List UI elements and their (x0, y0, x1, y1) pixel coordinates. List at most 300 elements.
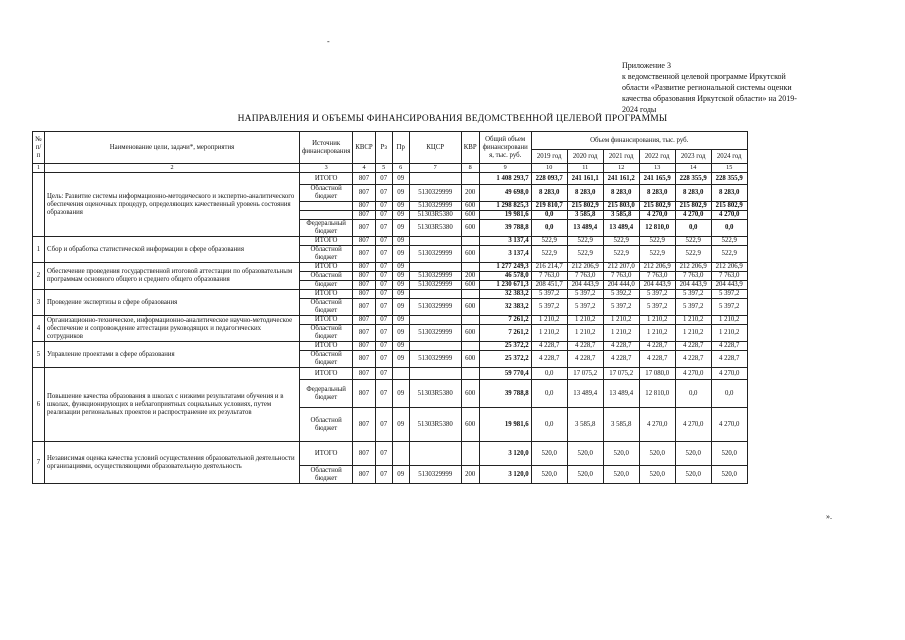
year-value: 4 270,0 (711, 408, 747, 442)
funding-source: ИТОГО (300, 342, 353, 351)
year-value: 8 283,0 (711, 185, 747, 202)
funding-source: Областной бюджет (300, 246, 353, 263)
kvsr-cell: 807 (353, 380, 375, 408)
kcsr-cell: 5130329999 (409, 272, 461, 281)
year-value: 5 397,2 (675, 299, 711, 316)
year-value: 520,0 (639, 442, 675, 466)
appendix-note (622, 60, 842, 115)
year-value: 3 585,8 (567, 211, 603, 220)
header-year: 2022 год (639, 150, 675, 164)
rz-cell: 07 (375, 185, 392, 202)
kvr-cell: 600 (461, 351, 479, 368)
activity-name: Управление проектами в сфере образования (45, 342, 300, 368)
kvr-cell (461, 290, 479, 299)
year-value: 215 802,9 (675, 202, 711, 211)
year-value: 204 444,0 (603, 281, 639, 290)
table-row (33, 290, 748, 299)
total-cell: 39 788,8 (479, 220, 531, 237)
header-pr: Пр (392, 132, 409, 164)
kvr-cell: 200 (461, 466, 479, 484)
year-value: 13 489,4 (603, 220, 639, 237)
total-cell: 3 137,4 (479, 237, 531, 246)
year-value: 0,0 (531, 408, 567, 442)
kvr-cell: 600 (461, 380, 479, 408)
funding-source: ИТОГО (300, 173, 353, 185)
stray-mark: - (327, 37, 330, 46)
financing-table (32, 131, 748, 484)
total-cell: 39 788,8 (479, 380, 531, 408)
year-value: 1 210,2 (603, 325, 639, 342)
appendix-line: 2024 годы (622, 105, 657, 114)
year-value: 215 802,9 (639, 202, 675, 211)
kvsr-cell: 807 (353, 202, 375, 211)
header-source: Источник финансирования (300, 132, 353, 164)
table-row (33, 442, 748, 466)
kvsr-cell: 807 (353, 368, 375, 380)
kvr-cell (461, 316, 479, 325)
year-value: 5 397,2 (711, 290, 747, 299)
kvsr-cell: 807 (353, 316, 375, 325)
funding-source: ИТОГО (300, 290, 353, 299)
year-value: 4 270,0 (675, 408, 711, 442)
year-value: 0,0 (711, 380, 747, 408)
funding-source: Областной (300, 272, 353, 281)
row-number: 1 (33, 237, 45, 263)
year-value: 520,0 (711, 442, 747, 466)
column-number: 7 (409, 164, 461, 173)
header-kvsr: КВСР (353, 132, 375, 164)
rz-cell: 07 (375, 342, 392, 351)
kvsr-cell: 807 (353, 408, 375, 442)
funding-source: Федеральный бюджет (300, 220, 353, 237)
total-cell: 32 383,2 (479, 299, 531, 316)
kvsr-cell: 807 (353, 237, 375, 246)
activity-name: Проведение экспертизы в сфере образования (45, 290, 300, 316)
year-value: 520,0 (531, 442, 567, 466)
kvsr-cell: 807 (353, 263, 375, 272)
year-value: 520,0 (711, 466, 747, 484)
year-value: 4 228,7 (639, 351, 675, 368)
pr-cell: 09 (392, 202, 409, 211)
year-value: 522,9 (639, 237, 675, 246)
year-value: 1 210,2 (711, 316, 747, 325)
year-value: 5 397,2 (711, 299, 747, 316)
rz-cell: 07 (375, 290, 392, 299)
column-number: 15 (711, 164, 747, 173)
year-value: 4 270,0 (639, 211, 675, 220)
funding-source: ИТОГО (300, 442, 353, 466)
rz-cell: 07 (375, 299, 392, 316)
year-value: 3 585,8 (567, 408, 603, 442)
activity-name: Организационно-техническое, информационно-аналитическое научно-методическое обеспечение и сопровождение аттестации руководящих и педагогических сотрудников (45, 316, 300, 342)
year-value: 522,9 (711, 246, 747, 263)
funding-source: Областной бюджет (300, 325, 353, 342)
year-value: 7 763,0 (711, 272, 747, 281)
appendix-line: к ведомственной целевой программе Иркутской (622, 72, 786, 81)
year-value: 8 283,0 (603, 185, 639, 202)
kcsr-cell (409, 290, 461, 299)
year-value: 522,9 (531, 237, 567, 246)
year-value: 228 355,9 (675, 173, 711, 185)
year-value: 228 093,7 (531, 173, 567, 185)
year-value: 3 585,8 (603, 211, 639, 220)
header-year: 2020 год (567, 150, 603, 164)
column-number: 14 (675, 164, 711, 173)
pr-cell: 09 (392, 466, 409, 484)
year-value: 1 210,2 (531, 325, 567, 342)
pr-cell: 09 (392, 281, 409, 290)
column-number: 4 (353, 164, 375, 173)
year-value: 520,0 (675, 442, 711, 466)
appendix-line: качества образования Иркутской области» на 2019- (622, 94, 797, 103)
year-value: 5 397,2 (675, 290, 711, 299)
rz-cell: 07 (375, 246, 392, 263)
year-value: 4 228,7 (711, 342, 747, 351)
kvsr-cell: 807 (353, 442, 375, 466)
pr-cell: 09 (392, 351, 409, 368)
pr-cell: 09 (392, 342, 409, 351)
kcsr-cell (409, 342, 461, 351)
total-cell: 7 261,2 (479, 316, 531, 325)
year-value: 212 207,0 (603, 263, 639, 272)
year-value: 17 075,2 (567, 368, 603, 380)
year-value: 4 228,7 (603, 351, 639, 368)
kcsr-cell: 51303R5380 (409, 408, 461, 442)
kvr-cell (461, 368, 479, 380)
kvr-cell: 600 (461, 220, 479, 237)
funding-source: бюджет (300, 281, 353, 290)
column-number: 8 (461, 164, 479, 173)
kvr-cell: 600 (461, 408, 479, 442)
total-cell: 19 981,6 (479, 408, 531, 442)
total-cell: 1 408 293,7 (479, 173, 531, 185)
kvr-cell: 600 (461, 325, 479, 342)
row-number: 2 (33, 263, 45, 290)
table-row (33, 263, 748, 272)
year-value: 5 397,2 (531, 299, 567, 316)
year-value: 1 210,2 (531, 316, 567, 325)
kcsr-cell (409, 237, 461, 246)
funding-source: Областной бюджет (300, 408, 353, 442)
rz-cell: 07 (375, 237, 392, 246)
rz-cell: 07 (375, 211, 392, 220)
year-value: 0,0 (531, 368, 567, 380)
kvsr-cell: 807 (353, 246, 375, 263)
rz-cell: 07 (375, 408, 392, 442)
pr-cell: 09 (392, 185, 409, 202)
kvr-cell (461, 237, 479, 246)
table-row (33, 342, 748, 351)
year-value: 219 810,7 (531, 202, 567, 211)
year-value: 520,0 (603, 442, 639, 466)
kcsr-cell (409, 316, 461, 325)
kcsr-cell: 5130329999 (409, 202, 461, 211)
rz-cell: 07 (375, 272, 392, 281)
year-value: 204 443,9 (711, 281, 747, 290)
total-cell: 3 120,0 (479, 442, 531, 466)
kvsr-cell: 807 (353, 466, 375, 484)
kvsr-cell: 807 (353, 211, 375, 220)
row-number (33, 173, 45, 237)
funding-source: Федеральный бюджет (300, 380, 353, 408)
year-value: 0,0 (531, 380, 567, 408)
header-num: № п/п (33, 132, 45, 164)
year-value: 8 283,0 (567, 185, 603, 202)
year-value: 8 283,0 (531, 185, 567, 202)
column-number: 3 (300, 164, 353, 173)
funding-source: Областной бюджет (300, 185, 353, 202)
year-value: 215 803,0 (603, 202, 639, 211)
kcsr-cell: 51303R5380 (409, 211, 461, 220)
header-year: 2024 год (711, 150, 747, 164)
year-value: 4 228,7 (711, 351, 747, 368)
year-value: 522,9 (675, 237, 711, 246)
year-value: 0,0 (531, 220, 567, 237)
kcsr-cell: 5130329999 (409, 325, 461, 342)
total-cell: 25 372,2 (479, 342, 531, 351)
kcsr-cell: 51303R5380 (409, 220, 461, 237)
activity-name: Сбор и обработка статистической информации в сфере образования (45, 237, 300, 263)
year-value: 522,9 (711, 237, 747, 246)
year-value: 7 763,0 (531, 272, 567, 281)
header-name: Наименование цели, задачи*, мероприятия (45, 132, 300, 164)
rz-cell: 07 (375, 202, 392, 211)
year-value: 215 802,9 (567, 202, 603, 211)
column-number: 6 (392, 164, 409, 173)
activity-name: Повышение качества образования в школах с низкими результатами обучения и в школах, функционирующих в неблагоприятных социальных условиях, путем реализации региональных проектов и распространение их результатов (45, 368, 300, 442)
kvsr-cell: 807 (353, 185, 375, 202)
year-value: 520,0 (639, 466, 675, 484)
funding-source: Областной бюджет (300, 466, 353, 484)
rz-cell: 07 (375, 466, 392, 484)
column-number: 1 (33, 164, 45, 173)
year-value: 522,9 (639, 246, 675, 263)
year-value: 17 075,2 (603, 368, 639, 380)
year-value: 522,9 (675, 246, 711, 263)
year-value: 520,0 (567, 442, 603, 466)
year-value: 212 206,9 (639, 263, 675, 272)
rz-cell: 07 (375, 316, 392, 325)
table-row (33, 368, 748, 380)
pr-cell: 09 (392, 408, 409, 442)
table-row (33, 316, 748, 325)
year-value: 212 206,9 (567, 263, 603, 272)
header-kcsr: КЦСР (409, 132, 461, 164)
rz-cell: 07 (375, 368, 392, 380)
kvsr-cell: 807 (353, 290, 375, 299)
appendix-line: Приложение 3 (622, 61, 671, 70)
pr-cell: 09 (392, 220, 409, 237)
total-cell: 25 372,2 (479, 351, 531, 368)
year-value: 1 210,2 (675, 316, 711, 325)
year-value: 215 802,9 (711, 202, 747, 211)
year-value: 216 214,7 (531, 263, 567, 272)
year-value: 4 270,0 (639, 408, 675, 442)
year-value: 7 763,0 (639, 272, 675, 281)
rz-cell: 07 (375, 281, 392, 290)
year-value: 520,0 (675, 466, 711, 484)
kvsr-cell: 807 (353, 220, 375, 237)
year-value: 0,0 (531, 211, 567, 220)
kvsr-cell: 807 (353, 342, 375, 351)
year-value: 7 763,0 (675, 272, 711, 281)
year-value: 8 283,0 (675, 185, 711, 202)
kvsr-cell: 807 (353, 281, 375, 290)
kcsr-cell: 51303R5380 (409, 380, 461, 408)
year-value: 4 228,7 (531, 342, 567, 351)
pr-cell: 09 (392, 299, 409, 316)
header-rz: Рз (375, 132, 392, 164)
table-row (33, 173, 748, 185)
year-value: 0,0 (675, 220, 711, 237)
pr-cell: 09 (392, 211, 409, 220)
total-cell: 1 298 825,3 (479, 202, 531, 211)
year-value: 0,0 (711, 220, 747, 237)
kcsr-cell: 5130329999 (409, 246, 461, 263)
kvsr-cell: 807 (353, 299, 375, 316)
column-number: 5 (375, 164, 392, 173)
kvr-cell: 600 (461, 299, 479, 316)
year-value: 522,9 (567, 246, 603, 263)
kcsr-cell (409, 173, 461, 185)
year-value: 522,9 (603, 246, 639, 263)
pr-cell: 09 (392, 237, 409, 246)
year-value: 1 210,2 (603, 316, 639, 325)
closing-mark: ». (826, 512, 832, 521)
year-value: 241 165,9 (639, 173, 675, 185)
year-value: 5 397,2 (639, 299, 675, 316)
funding-source: Областной бюджет (300, 351, 353, 368)
kcsr-cell: 5130329999 (409, 299, 461, 316)
year-value: 204 443,9 (639, 281, 675, 290)
year-value: 4 228,7 (675, 342, 711, 351)
total-cell: 7 261,2 (479, 325, 531, 342)
year-value: 12 810,0 (639, 380, 675, 408)
year-value: 212 206,9 (675, 263, 711, 272)
year-value: 522,9 (603, 237, 639, 246)
kvr-cell (461, 342, 479, 351)
activity-name: Обеспечение проведения государственной итоговой аттестации по образовательным программам основного общего и среднего общего образования (45, 263, 300, 290)
header-total: Общий объем финансировани я, тыс. руб. (479, 132, 531, 164)
total-cell: 3 120,0 (479, 466, 531, 484)
column-number: 12 (603, 164, 639, 173)
kcsr-cell (409, 263, 461, 272)
year-value: 520,0 (531, 466, 567, 484)
total-cell: 46 578,0 (479, 272, 531, 281)
pr-cell: 09 (392, 173, 409, 185)
year-value: 520,0 (603, 466, 639, 484)
year-value: 5 397,2 (531, 290, 567, 299)
year-value: 520,0 (567, 466, 603, 484)
year-value: 4 270,0 (711, 211, 747, 220)
year-value: 522,9 (531, 246, 567, 263)
pr-cell: 09 (392, 263, 409, 272)
funding-source: Областной бюджет (300, 299, 353, 316)
year-value: 212 206,9 (711, 263, 747, 272)
total-cell: 59 770,4 (479, 368, 531, 380)
pr-cell: 09 (392, 380, 409, 408)
total-cell: 32 383,2 (479, 290, 531, 299)
appendix-line: области «Развитие региональной системы оценки (622, 83, 792, 92)
year-value: 241 161,1 (567, 173, 603, 185)
year-value: 17 080,0 (639, 368, 675, 380)
year-value: 0,0 (675, 380, 711, 408)
year-value: 4 228,7 (567, 342, 603, 351)
total-cell: 49 698,0 (479, 185, 531, 202)
funding-source: ИТОГО (300, 316, 353, 325)
year-value: 204 443,9 (675, 281, 711, 290)
kvr-cell: 600 (461, 211, 479, 220)
kcsr-cell: 5130329999 (409, 351, 461, 368)
pr-cell (392, 442, 409, 466)
kvr-cell: 600 (461, 281, 479, 290)
year-value: 204 443,9 (567, 281, 603, 290)
year-value: 1 210,2 (639, 325, 675, 342)
funding-source (300, 211, 353, 220)
kvr-cell (461, 173, 479, 185)
row-number: 6 (33, 368, 45, 442)
kvr-cell: 200 (461, 272, 479, 281)
row-number: 3 (33, 290, 45, 316)
row-number: 4 (33, 316, 45, 342)
year-value: 5 397,2 (603, 299, 639, 316)
pr-cell: 09 (392, 246, 409, 263)
column-number: 2 (45, 164, 300, 173)
column-number: 10 (531, 164, 567, 173)
kcsr-cell (409, 442, 461, 466)
header-year: 2023 год (675, 150, 711, 164)
kvr-cell (461, 263, 479, 272)
funding-source (300, 202, 353, 211)
total-cell: 1 277 249,3 (479, 263, 531, 272)
year-value: 4 270,0 (675, 211, 711, 220)
kvsr-cell: 807 (353, 325, 375, 342)
kvr-cell: 600 (461, 246, 479, 263)
year-value: 1 210,2 (711, 325, 747, 342)
year-value: 7 763,0 (603, 272, 639, 281)
funding-source: ИТОГО (300, 237, 353, 246)
kvr-cell: 600 (461, 202, 479, 211)
year-value: 4 270,0 (675, 368, 711, 380)
kvsr-cell: 807 (353, 351, 375, 368)
row-number: 7 (33, 442, 45, 484)
page-title: НАПРАВЛЕНИЯ И ОБЪЕМЫ ФИНАНСИРОВАНИЯ ВЕДОМСТВЕННОЙ ЦЕЛЕВОЙ ПРОГРАММЫ (237, 114, 668, 124)
total-cell: 1 230 671,3 (479, 281, 531, 290)
year-value: 1 210,2 (567, 325, 603, 342)
header-year: 2021 год (603, 150, 639, 164)
pr-cell: 09 (392, 272, 409, 281)
rz-cell: 07 (375, 220, 392, 237)
pr-cell: 09 (392, 325, 409, 342)
year-value: 4 228,7 (531, 351, 567, 368)
year-value: 5 392,2 (603, 290, 639, 299)
year-value: 228 355,9 (711, 173, 747, 185)
activity-name: Независимая оценка качества условий осуществления образовательной деятельности организациями, осуществляющими образовательную деятельность (45, 442, 300, 484)
column-number: 9 (479, 164, 531, 173)
year-value: 241 161,2 (603, 173, 639, 185)
total-cell: 19 981,6 (479, 211, 531, 220)
rz-cell: 07 (375, 351, 392, 368)
year-value: 3 585,8 (603, 408, 639, 442)
year-value: 522,9 (567, 237, 603, 246)
year-value: 5 397,2 (567, 299, 603, 316)
kcsr-cell: 5130329999 (409, 185, 461, 202)
year-value: 1 210,2 (675, 325, 711, 342)
kvr-cell (461, 442, 479, 466)
rz-cell: 07 (375, 325, 392, 342)
kvsr-cell: 807 (353, 272, 375, 281)
kcsr-cell: 5130329999 (409, 281, 461, 290)
